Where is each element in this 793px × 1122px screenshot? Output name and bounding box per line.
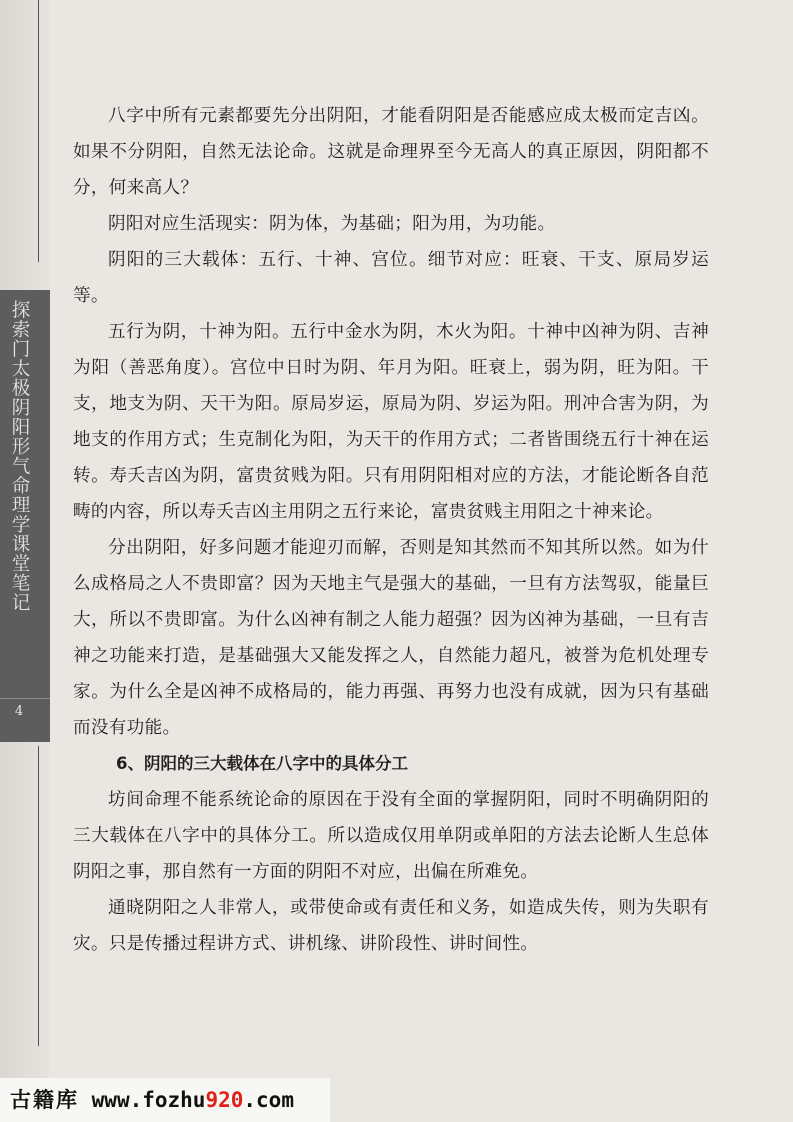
paragraph-3: 阴阳的三大载体：五行、十神、宫位。细节对应：旺衰、干支、原局岁运等。	[73, 250, 709, 306]
side-tab-title: 探索门太极阴阳形气命理学课堂笔记	[9, 300, 30, 612]
paragraph-2: 阴阳对应生活现实：阴为体，为基础；阳为用，为功能。	[108, 214, 556, 234]
paragraph-6: 坊间命理不能系统论命的原因在于没有全面的掌握阴阳，同时不明确阴阳的三大载体在八字中的具体分工。所以造成仅用单阴或单阳的方法去论断人生总体阴阳之事，那自然有一方面的阴阳不对应，出偏在所难免。	[73, 790, 709, 882]
edge-line-bottom	[38, 746, 39, 1046]
page-body	[73, 98, 709, 962]
watermark-brand: 古籍库	[10, 1088, 79, 1112]
watermark	[0, 1078, 330, 1122]
paragraph-5: 分出阴阳，好多问题才能迎刃而解，否则是知其然而不知其所以然。如为什么成格局之人不贵即富？因为天地主气是强大的基础，一旦有方法驾驭，能量巨大，所以不贵即富。为什么凶神有制之人能力超强？因为凶神为基础，一旦有吉神之功能来打造，是基础强大又能发挥之人，自然能力超凡，被誉为危机处理专家。为什么全是凶神不成格局的，能力再强、再努力也没有成就，因为只有基础而没有功能。	[73, 538, 709, 738]
section-heading: 6、阴阳的三大载体在八字中的具体分工	[116, 754, 408, 773]
paragraph-4: 五行为阴，十神为阳。五行中金水为阴，木火为阳。十神中凶神为阴、吉神为阳（善恶角度）。宫位中日时为阴、年月为阳。旺衰上，弱为阴，旺为阳。干支，地支为阴、天干为阳。原局岁运，原局为阴、岁运为阳。刑冲合害为阴，为地支的作用方式；生克制化为阳，为天干的作用方式；二者皆围绕五行十神在运转。寿夭吉凶为阴，富贵贫贱为阳。只有用阴阳相对应的方法，才能论断各自范畴的内容，所以寿夭吉凶主用阴之五行来论，富贵贫贱主用阳之十神来论。	[73, 322, 709, 522]
watermark-url-prefix: www.fozhu	[91, 1088, 206, 1112]
watermark-url-suffix: .com	[243, 1088, 294, 1112]
page-number: 4	[14, 704, 24, 719]
edge-line-top	[38, 0, 39, 262]
side-tab-divider	[0, 698, 50, 699]
paragraph-1: 八字中所有元素都要先分出阴阳，才能看阴阳是否能感应成太极而定吉凶。如果不分阴阳，自然无法论命。这就是命理界至今无高人的真正原因，阴阳都不分，何来高人？	[73, 106, 709, 198]
watermark-url-number: 920	[205, 1088, 244, 1112]
paragraph-7: 通晓阴阳之人非常人，或带使命或有责任和义务，如造成失传，则为失职有灾。只是传播过程讲方式、讲机缘、讲阶段性、讲时间性。	[73, 898, 709, 954]
